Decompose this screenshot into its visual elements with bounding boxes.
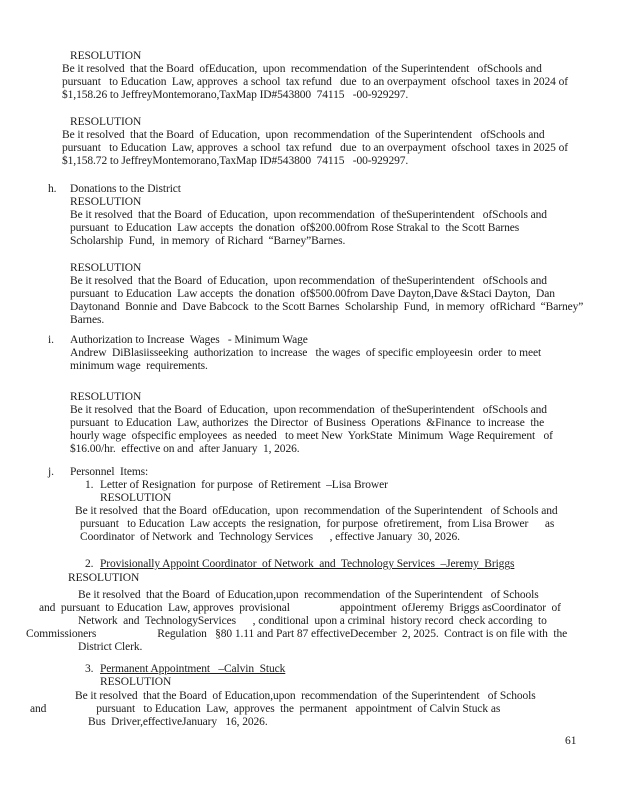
- resolution-heading: RESOLUTION: [100, 676, 172, 688]
- resolution-text: Network and TechnologyServices , conditional upon a criminal history record check according to: [78, 615, 547, 627]
- resolution-heading: RESOLUTION: [70, 116, 142, 128]
- resolution-text: pursuant to Education Law, authorizes the Director of Business Operations &Finance to increase the: [70, 417, 545, 429]
- resolution-text: Daytonand Bonnie and Dave Babcock to the Scott Barnes Scholarship Fund, in memory ofRichard “Barney”: [70, 301, 584, 313]
- resolution-text: pursuant to Education Law accepts the donation of$200.00from Rose Strakal to the Scott Barnes: [70, 222, 520, 234]
- resolution-text: Be it resolved that the Board ofEducation, upon recommendation of the Superintendent ofSchools and: [62, 63, 542, 75]
- item-number: 2.: [85, 558, 94, 570]
- resolution-text: District Clerk.: [78, 641, 143, 653]
- resolution-text: Barnes.: [70, 314, 105, 326]
- resolution-text: Be it resolved that the Board of Education,upon recommendation of the Superintendent of Schools: [75, 690, 536, 702]
- resolution-text: Be it resolved that the Board ofEducation, upon recommendation of the Superintendent of Schools and: [75, 505, 558, 517]
- item-number: 1.: [85, 479, 94, 491]
- resolution-text: pursuant to Education Law accepts the resignation, for purpose ofretirement, from Lisa Brower as: [80, 518, 555, 530]
- item-title: Permanent Appointment –Calvin Stuck: [100, 663, 286, 675]
- resolution-text: and pursuant to Education Law, approves the permanent appointment of Calvin Stuck as: [30, 703, 501, 715]
- section-title: Personnel Items:: [70, 466, 149, 478]
- resolution-heading: RESOLUTION: [70, 391, 142, 403]
- item-number: 3.: [85, 663, 94, 675]
- resolution-heading: RESOLUTION: [70, 50, 142, 62]
- resolution-text: and pursuant to Education Law, approves provisional appointment ofJeremy Briggs asCoordinator of: [39, 602, 561, 614]
- page-number: 61: [565, 735, 577, 747]
- resolution-text: hourly wage ofspecific employees as needed to meet New YorkState Minimum Wage Requirement of: [70, 430, 553, 442]
- resolution-text: Be it resolved that the Board of Education, upon recommendation of theSuperintendent ofSchools and: [70, 209, 547, 221]
- resolution-text: Be it resolved that the Board of Education, upon recommendation of theSuperintendent ofSchools and: [70, 275, 547, 287]
- resolution-heading: RESOLUTION: [100, 492, 172, 504]
- resolution-text: Bus Driver,effectiveJanuary 16, 2026.: [88, 716, 268, 728]
- item-title: Provisionally Appoint Coordinator of Network and Technology Services –Jeremy Briggs: [100, 558, 515, 570]
- section-title: Donations to the District: [70, 183, 181, 195]
- resolution-text: Coordinator of Network and Technology Services , effective January 30, 2026.: [80, 531, 460, 543]
- resolution-text: pursuant to Education Law, approves a school tax refund due to an overpayment ofschool taxes in 2025 of: [62, 142, 568, 154]
- section-letter: j.: [48, 466, 54, 478]
- section-text: minimum wage requirements.: [70, 360, 208, 372]
- resolution-text: $1,158.26 to JeffreyMontemorano,TaxMap ID#543800 74115 -00-929297.: [62, 89, 409, 101]
- resolution-text: Be it resolved that the Board of Education, upon recommendation of theSuperintendent ofSchools and: [70, 404, 547, 416]
- resolution-text: Be it resolved that the Board of Education,upon recommendation of the Superintendent of Schools: [78, 589, 539, 601]
- section-letter: i.: [48, 334, 54, 346]
- section-title: Authorization to Increase Wages - Minimum Wage: [70, 334, 308, 346]
- section-text: Andrew DiBlasiisseeking authorization to increase the wages of specific employeesin order to meet: [70, 347, 542, 359]
- item-title: Letter of Resignation for purpose of Retirement –Lisa Brower: [100, 479, 388, 491]
- resolution-heading: RESOLUTION: [70, 196, 142, 208]
- section-letter: h.: [48, 183, 57, 195]
- resolution-text: $1,158.72 to JeffreyMontemorano,TaxMap ID#543800 74115 -00-929297.: [62, 155, 409, 167]
- resolution-text: Scholarship Fund, in memory of Richard “Barney”Barnes.: [70, 235, 346, 247]
- resolution-text: Be it resolved that the Board of Education, upon recommendation of the Superintendent ofSchools and: [62, 129, 545, 141]
- resolution-heading: RESOLUTION: [68, 572, 140, 584]
- resolution-text: $16.00/hr. effective on and after January 1, 2026.: [70, 443, 300, 455]
- resolution-text: pursuant to Education Law, approves a school tax refund due to an overpayment ofschool taxes in 2024 of: [62, 76, 568, 88]
- resolution-text: Commissioners Regulation §80 1.11 and Part 87 effectiveDecember 2, 2025. Contract is on file with the: [26, 628, 568, 640]
- resolution-heading: RESOLUTION: [70, 262, 142, 274]
- resolution-text: pursuant to Education Law accepts the donation of$500.00from Dave Dayton,Dave &Staci Dayton, Dan: [70, 288, 555, 300]
